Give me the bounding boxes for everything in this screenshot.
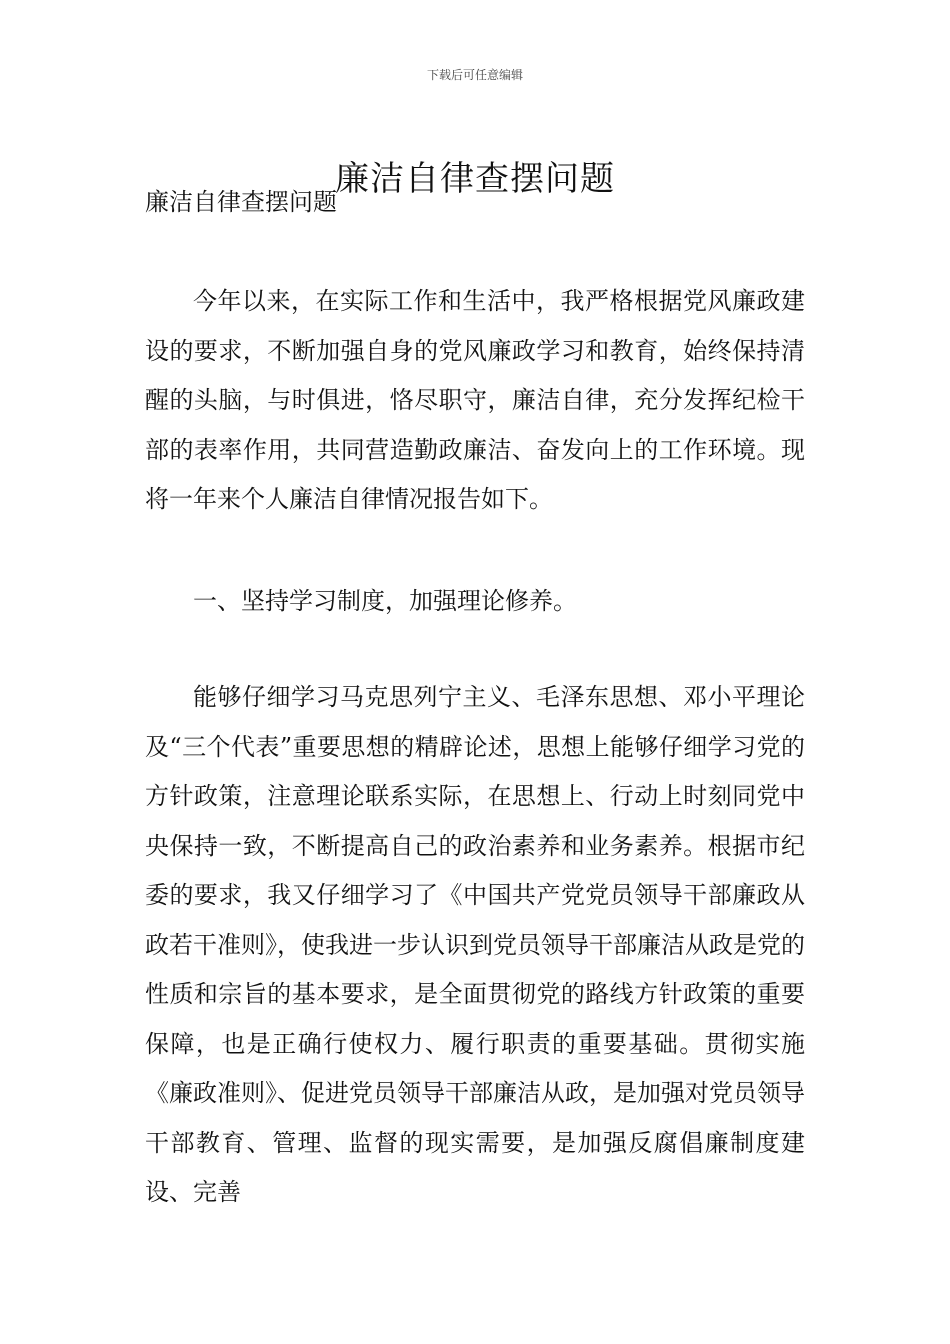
document-title: 廉洁自律查摆问题 xyxy=(335,158,615,199)
section-heading-1: 一、坚持学习制度，加强理论修养。 xyxy=(193,587,577,615)
paragraph-study: 能够仔细学习马克思列宁主义、毛泽东思想、邓小平理论及“三个代表”重要思想的精辟论述，思想上能够仔细学习党的方针政策，注意理论联系实际，在思想上、行动上时刻同党中央保持一致，不断提高自己的政治素养和业务素养。根据市纪委的要求，我又仔细学习了《中国共产党党员领导干部廉政从政若干准则》，使我进一步认识到党员领导干部廉洁从政是党的性质和宗旨的基本要求，是全面贯彻党的路线方针政策的重要保障，也是正确行使权力、履行职责的重要基础。贯彻实施《廉政准则》、促进党员领导干部廉洁从政，是加强对党员领导干部教育、管理、监督的现实需要，是加强反腐倡廉制度建设、完善 xyxy=(145,683,805,1206)
paragraph-intro: 今年以来，在实际工作和生活中，我严格根据党风廉政建设的要求，不断加强自身的党风廉政学习和教育，始终保持清醒的头脑，与时俱进，恪尽职守，廉洁自律，充分发挥纪检干部的表率作用，共同营造勤政廉洁、奋发向上的工作环境。现将一年来个人廉洁自律情况报告如下。 xyxy=(145,287,805,513)
header-note: 下载后可任意编辑 xyxy=(426,68,523,82)
document-subtitle: 廉洁自律查摆问题 xyxy=(145,188,337,216)
